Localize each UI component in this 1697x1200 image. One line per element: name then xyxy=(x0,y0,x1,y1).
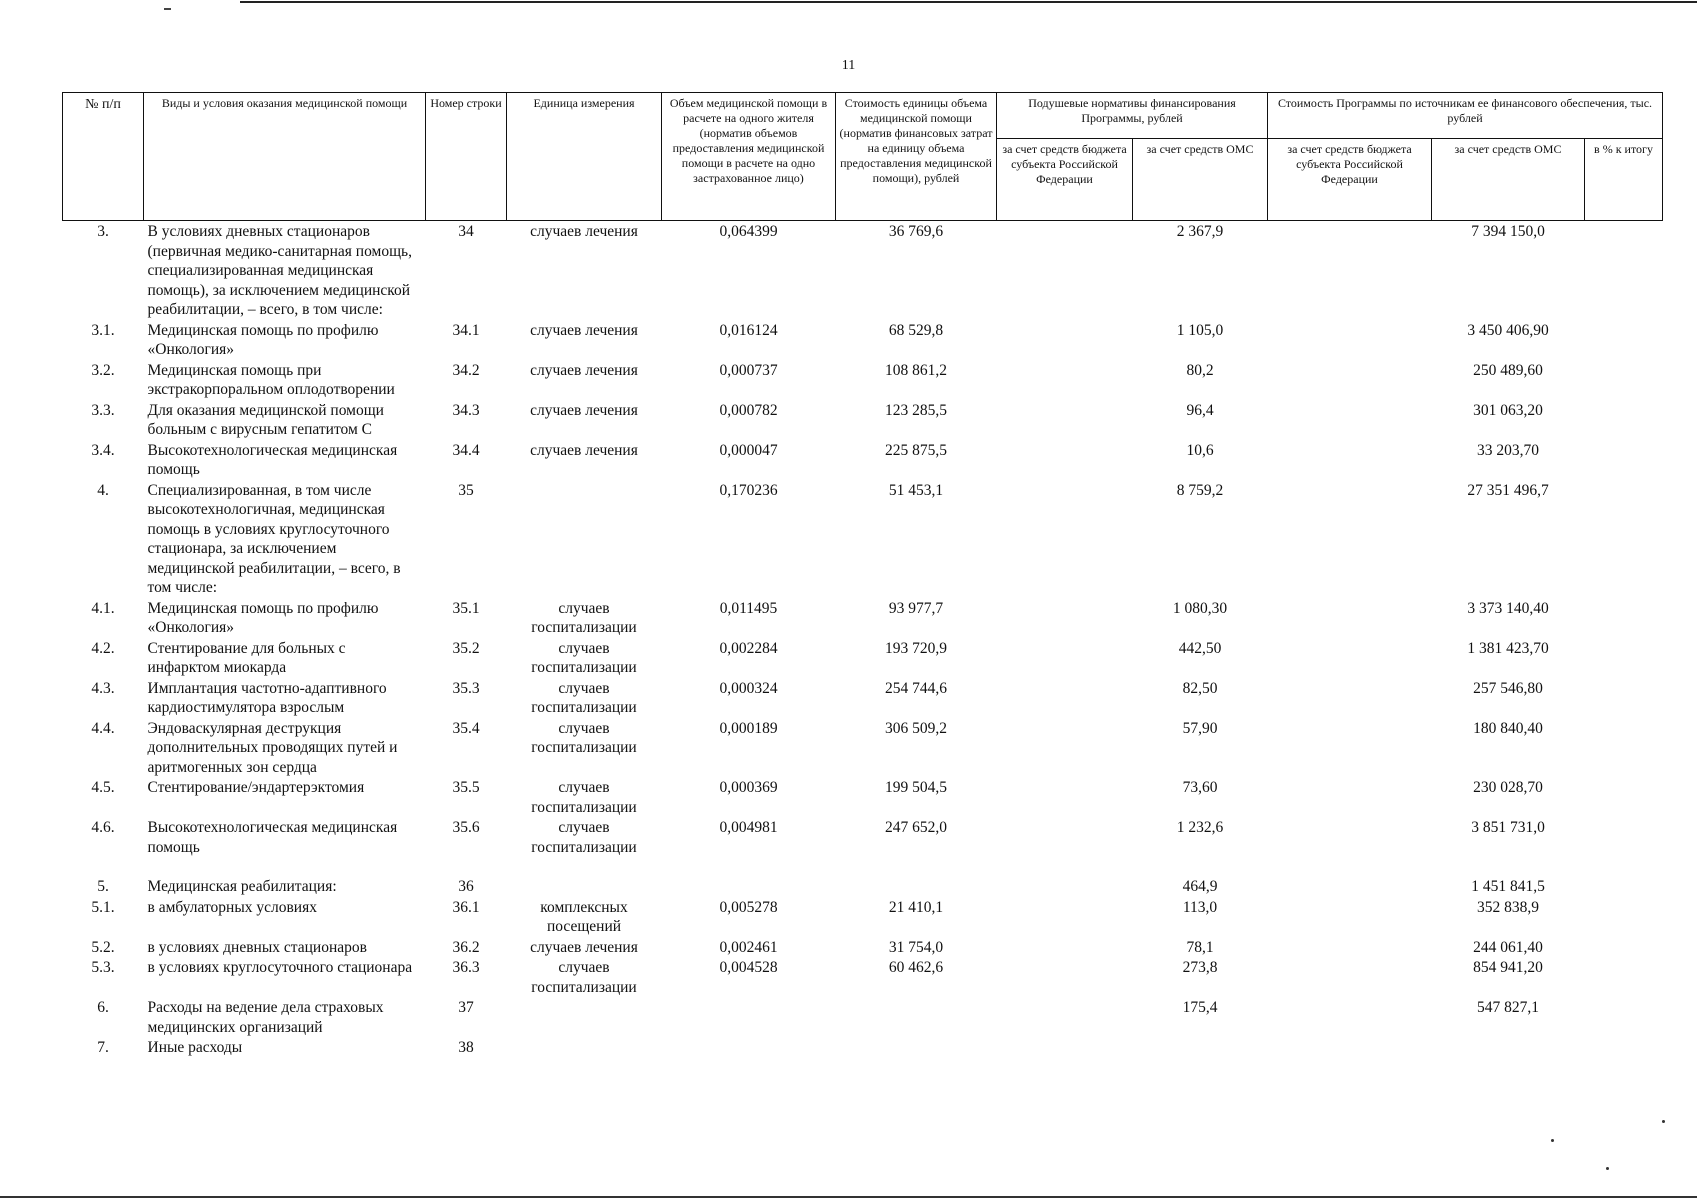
cell-tot-pct xyxy=(1585,221,1663,320)
header-pc-budget: за счет средств бюджета субъекта Российской Федерации xyxy=(997,139,1133,221)
cell-cost xyxy=(836,1037,997,1058)
cell-tot-pct xyxy=(1585,857,1663,897)
cell-pc-budget xyxy=(997,320,1133,360)
cell-num: 5.1. xyxy=(91,898,115,916)
cell-num: 4.5. xyxy=(91,779,115,796)
table-row xyxy=(63,480,1663,598)
cell-tot-pct xyxy=(1585,638,1663,678)
cell-unit: случаев госпитализации xyxy=(531,819,637,856)
cell-tot-oms: 1 381 423,70 xyxy=(1467,639,1549,657)
scan-speck xyxy=(1551,1139,1554,1142)
cell-pc-oms: 113,0 xyxy=(1182,898,1218,916)
cell-cost: 306 509,2 xyxy=(885,719,947,737)
cell-line: 34.2 xyxy=(452,361,480,379)
cell-pc-oms: 175,4 xyxy=(1182,999,1218,1016)
cell-name: Медицинская помощь при экстракорпоральном оплодотворении xyxy=(147,361,395,398)
cell-pc-oms: 442,50 xyxy=(1178,639,1222,657)
cell-tot-oms: 33 203,70 xyxy=(1477,441,1540,459)
cell-pc-budget xyxy=(997,817,1133,857)
cell-tot-oms: 1 451 841,5 xyxy=(1471,878,1545,895)
cell-pc-oms: 57,90 xyxy=(1182,719,1218,737)
cell-name: Высокотехнологическая медицинская помощь xyxy=(147,441,398,478)
page-number: 11 xyxy=(841,58,856,73)
table-row xyxy=(63,997,1663,1037)
cell-name: Стентирование/эндартерэктомия xyxy=(147,779,365,796)
scan-edge-top xyxy=(240,1,1697,3)
table-row xyxy=(63,897,1663,937)
cell-tot-oms: 3 851 731,0 xyxy=(1471,819,1545,836)
cell-pc-oms: 96,4 xyxy=(1186,401,1214,419)
cell-tot-oms: 230 028,70 xyxy=(1473,779,1543,796)
cell-line: 36.3 xyxy=(452,959,480,976)
table-row xyxy=(63,360,1663,400)
cell-tot-oms xyxy=(1432,1037,1585,1058)
cell-tot-budget xyxy=(1268,360,1432,400)
cell-name: в условиях круглосуточного стационара xyxy=(147,959,413,976)
cell-cost: 21 410,1 xyxy=(888,898,944,916)
cell-unit: случаев госпитализации xyxy=(531,639,637,676)
table-row xyxy=(63,777,1663,817)
cell-unit: случаев лечения xyxy=(530,401,638,419)
cell-tot-budget xyxy=(1268,937,1432,958)
table-row xyxy=(63,857,1663,897)
cell-line: 34 xyxy=(458,223,474,240)
cell-volume: 0,005278 xyxy=(719,898,778,916)
header-num: № п/п xyxy=(63,93,144,221)
cell-volume: 0,002461 xyxy=(719,938,778,956)
cell-pc-oms: 2 367,9 xyxy=(1176,223,1224,240)
cell-pc-budget xyxy=(997,440,1133,480)
cell-unit: случаев госпитализации xyxy=(531,719,637,756)
cell-unit xyxy=(507,1037,662,1058)
cell-tot-oms: 3 373 140,40 xyxy=(1467,599,1549,617)
table-row xyxy=(63,718,1663,778)
cell-pc-oms: 1 105,0 xyxy=(1176,321,1224,339)
cell-cost: 199 504,5 xyxy=(885,779,947,796)
cell-unit: случаев госпитализации xyxy=(531,779,637,816)
header-cost: Стоимость единицы объема медицинской помощи (норматив финансовых затрат на единицу объема предоставления медицинской помощи), рублей xyxy=(836,93,997,221)
cell-pc-budget xyxy=(997,718,1133,778)
cell-pc-oms: 82,50 xyxy=(1182,679,1218,697)
cell-volume: 0,000047 xyxy=(719,441,778,459)
header-pc-oms: за счет средств ОМС xyxy=(1133,139,1268,221)
cell-name: Медицинская реабилитация: xyxy=(147,878,337,895)
cell-tot-pct xyxy=(1585,360,1663,400)
cell-num: 3.3. xyxy=(91,401,115,419)
cell-tot-oms: 257 546,80 xyxy=(1473,679,1543,697)
table-row xyxy=(63,957,1663,997)
cell-cost: 51 453,1 xyxy=(888,481,944,499)
cell-pc-budget xyxy=(997,1037,1133,1058)
cell-pc-oms: 464,9 xyxy=(1182,878,1218,895)
cell-tot-budget xyxy=(1268,440,1432,480)
cell-pc-budget xyxy=(997,400,1133,440)
cell-volume: 0,011495 xyxy=(719,599,778,617)
cell-tot-oms: 244 061,40 xyxy=(1473,938,1543,956)
cell-num: 3.2. xyxy=(91,361,115,379)
cell-cost: 247 652,0 xyxy=(885,819,947,836)
cell-tot-budget xyxy=(1268,897,1432,937)
cell-tot-pct xyxy=(1585,1037,1663,1058)
header-group-total: Стоимость Программы по источникам ее финансового обеспечения, тыс. рублей xyxy=(1268,93,1663,139)
cell-cost: 31 754,0 xyxy=(888,938,944,956)
cell-tot-oms: 3 450 406,90 xyxy=(1467,321,1549,339)
cell-pc-oms: 10,6 xyxy=(1186,441,1214,459)
cell-volume xyxy=(662,1037,836,1058)
cell-pc-budget xyxy=(997,480,1133,598)
cell-unit: комплексных посещений xyxy=(540,898,628,935)
cell-cost xyxy=(836,857,997,897)
cell-tot-oms: 180 840,40 xyxy=(1473,719,1543,737)
cell-line: 35.3 xyxy=(452,679,480,697)
cell-tot-budget xyxy=(1268,957,1432,997)
cell-cost: 68 529,8 xyxy=(888,321,944,339)
cell-tot-pct xyxy=(1585,937,1663,958)
cell-pc-budget xyxy=(997,598,1133,638)
cell-volume: 0,000189 xyxy=(719,719,778,737)
cell-name: Стентирование для больных с инфарктом миокарда xyxy=(147,639,346,676)
cell-tot-budget xyxy=(1268,817,1432,857)
cell-tot-pct xyxy=(1585,777,1663,817)
cell-tot-pct xyxy=(1585,678,1663,718)
cell-pc-oms: 1 232,6 xyxy=(1176,819,1224,836)
header-tot-oms: за счет средств ОМС xyxy=(1432,139,1585,221)
cell-volume: 0,004528 xyxy=(719,959,778,976)
cell-unit: случаев госпитализации xyxy=(531,679,637,716)
cell-tot-budget xyxy=(1268,997,1432,1037)
cell-volume: 0,016124 xyxy=(719,321,778,339)
cell-num: 3. xyxy=(97,223,109,240)
cell-num: 5. xyxy=(97,878,109,895)
cell-volume: 0,000369 xyxy=(719,779,778,796)
cell-cost: 254 744,6 xyxy=(885,679,947,697)
cell-pc-oms: 273,8 xyxy=(1182,959,1218,976)
table-row xyxy=(63,221,1663,320)
table-row xyxy=(63,320,1663,360)
table-row xyxy=(63,937,1663,958)
cell-line: 35.6 xyxy=(452,819,480,836)
cell-pc-budget xyxy=(997,897,1133,937)
cell-line: 35.1 xyxy=(452,599,480,617)
cell-name: в амбулаторных условиях xyxy=(147,898,317,916)
cell-pc-oms: 78,1 xyxy=(1186,938,1214,956)
scan-speck xyxy=(1606,1167,1609,1170)
header-group-per-capita: Подушевые нормативы финансирования Программы, рублей xyxy=(997,93,1268,139)
table-row xyxy=(63,440,1663,480)
cell-num: 4.1. xyxy=(91,599,115,617)
cell-pc-budget xyxy=(997,957,1133,997)
cell-name: Для оказания медицинской помощи больным с вирусным гепатитом С xyxy=(147,401,384,438)
cell-name: Имплантация частотно-адаптивного кардиостимулятора взрослым xyxy=(147,679,387,716)
cell-volume: 0,000782 xyxy=(719,401,778,419)
cell-tot-pct xyxy=(1585,320,1663,360)
cell-pc-oms: 8 759,2 xyxy=(1176,481,1224,499)
cell-tot-oms: 301 063,20 xyxy=(1473,401,1543,419)
cell-cost: 225 875,5 xyxy=(885,441,947,459)
cell-pc-budget xyxy=(997,678,1133,718)
scan-speck xyxy=(1662,1120,1665,1123)
cell-num: 6. xyxy=(97,999,109,1016)
cell-name: Медицинская помощь по профилю «Онкология» xyxy=(147,321,379,358)
cell-unit: случаев лечения xyxy=(530,321,638,339)
cell-name: В условиях дневных стационаров (первичная медико-санитарная помощь, специализированная медицинская помощь), за исключением медицинской реабилитации, – всего, в том числе: xyxy=(147,223,412,318)
cell-tot-oms: 7 394 150,0 xyxy=(1471,223,1545,240)
cell-cost: 123 285,5 xyxy=(885,401,947,419)
cell-cost: 60 462,6 xyxy=(888,959,944,976)
cell-name: Иные расходы xyxy=(147,1039,243,1056)
header-tot-budget: за счет средств бюджета субъекта Российской Федерации xyxy=(1268,139,1432,221)
cell-num: 4.2. xyxy=(91,639,115,657)
cell-volume: 0,000737 xyxy=(719,361,778,379)
cell-line: 35.2 xyxy=(452,639,480,657)
cell-line: 34.3 xyxy=(452,401,480,419)
cell-num: 4.6. xyxy=(91,819,115,836)
table-body xyxy=(63,221,1663,1058)
cell-line: 35.4 xyxy=(452,719,480,737)
cell-tot-budget xyxy=(1268,777,1432,817)
cell-num: 3.4. xyxy=(91,441,115,459)
header-unit: Единица измерения xyxy=(507,93,662,221)
scan-edge-bottom xyxy=(0,1196,1697,1198)
cell-line: 36 xyxy=(458,878,474,895)
cell-unit xyxy=(507,857,662,897)
cell-tot-budget xyxy=(1268,1037,1432,1058)
cell-unit: случаев лечения xyxy=(530,223,638,240)
cell-tot-oms: 352 838,9 xyxy=(1477,898,1540,916)
table-row xyxy=(63,638,1663,678)
table-row xyxy=(63,678,1663,718)
cell-tot-pct xyxy=(1585,598,1663,638)
header-tot-pct: в % к итогу xyxy=(1585,139,1663,221)
cell-pc-budget xyxy=(997,360,1133,400)
cell-line: 36.1 xyxy=(452,898,480,916)
cell-pc-budget xyxy=(997,221,1133,320)
cell-volume: 0,064399 xyxy=(719,223,778,240)
cell-line: 35 xyxy=(458,481,474,499)
cell-line: 38 xyxy=(458,1039,474,1056)
cell-pc-budget xyxy=(997,997,1133,1037)
cell-pc-oms: 80,2 xyxy=(1186,361,1214,379)
cell-line: 36.2 xyxy=(452,938,480,956)
cell-num: 7. xyxy=(97,1039,109,1056)
cell-tot-oms: 854 941,20 xyxy=(1473,959,1543,976)
cell-tot-budget xyxy=(1268,638,1432,678)
cell-tot-pct xyxy=(1585,897,1663,937)
cell-unit: случаев лечения xyxy=(530,361,638,379)
cell-line: 37 xyxy=(458,999,474,1016)
cell-cost: 36 769,6 xyxy=(888,223,944,240)
cell-tot-oms: 27 351 496,7 xyxy=(1467,481,1549,499)
cell-num: 5.3. xyxy=(91,959,115,976)
cell-name: Эндоваскулярная деструкция дополнительных проводящих путей и аритмогенных зон сердца xyxy=(147,719,398,776)
cell-volume xyxy=(662,997,836,1037)
table-header xyxy=(63,93,1663,221)
cell-cost: 108 861,2 xyxy=(885,361,947,379)
cell-pc-oms: 1 080,30 xyxy=(1172,599,1228,617)
cell-unit: случаев лечения xyxy=(530,938,638,956)
cell-unit: случаев госпитализации xyxy=(531,959,637,996)
cell-tot-oms: 250 489,60 xyxy=(1473,361,1543,379)
table-row xyxy=(63,817,1663,857)
cell-pc-oms xyxy=(1133,1037,1268,1058)
table-row xyxy=(63,598,1663,638)
cell-name: Специализированная, в том числе высокотехнологичная, медицинская помощь в условиях круглосуточного стационара, за исключением медицинской реабилитации, – всего, в том числе: xyxy=(147,481,401,596)
header-line: Номер строки xyxy=(426,93,507,221)
financing-table xyxy=(62,92,1663,1058)
cell-tot-budget xyxy=(1268,857,1432,897)
cell-pc-budget xyxy=(997,857,1133,897)
cell-volume: 0,170236 xyxy=(719,481,778,499)
cell-tot-pct xyxy=(1585,817,1663,857)
cell-cost: 93 977,7 xyxy=(888,599,944,617)
cell-unit: случаев госпитализации xyxy=(531,599,637,636)
cell-tot-pct xyxy=(1585,718,1663,778)
cell-cost xyxy=(836,997,997,1037)
cell-tot-pct xyxy=(1585,400,1663,440)
cell-volume xyxy=(662,857,836,897)
cell-volume: 0,000324 xyxy=(719,679,778,697)
cell-name: в условиях дневных стационаров xyxy=(147,938,367,956)
cell-num: 4.4. xyxy=(91,719,115,737)
cell-unit xyxy=(507,480,662,598)
header-name: Виды и условия оказания медицинской помощи xyxy=(144,93,426,221)
cell-num: 4.3. xyxy=(91,679,115,697)
cell-tot-pct xyxy=(1585,957,1663,997)
table-row xyxy=(63,1037,1663,1058)
cell-num: 3.1. xyxy=(91,321,115,339)
cell-tot-budget xyxy=(1268,718,1432,778)
cell-volume: 0,004981 xyxy=(719,819,778,836)
cell-name: Медицинская помощь по профилю «Онкология» xyxy=(147,599,379,636)
cell-tot-pct xyxy=(1585,997,1663,1037)
cell-unit xyxy=(507,997,662,1037)
table-row xyxy=(63,400,1663,440)
cell-cost: 193 720,9 xyxy=(885,639,947,657)
cell-tot-budget xyxy=(1268,400,1432,440)
cell-tot-oms: 547 827,1 xyxy=(1477,999,1540,1016)
cell-volume: 0,002284 xyxy=(719,639,778,657)
cell-tot-pct xyxy=(1585,440,1663,480)
cell-tot-budget xyxy=(1268,320,1432,360)
scan-mark xyxy=(164,8,171,10)
cell-num: 4. xyxy=(97,481,109,499)
cell-unit: случаев лечения xyxy=(530,441,638,459)
cell-pc-budget xyxy=(997,777,1133,817)
cell-num: 5.2. xyxy=(91,938,115,956)
cell-line: 34.1 xyxy=(452,321,480,339)
cell-line: 34.4 xyxy=(452,441,480,459)
cell-tot-budget xyxy=(1268,221,1432,320)
cell-name: Расходы на ведение дела страховых медицинских организаций xyxy=(147,999,384,1036)
header-volume: Объем медицинской помощи в расчете на одного жителя (норматив объемов предоставления медицинской помощи в расчете на одно застрахованное лицо) xyxy=(662,93,836,221)
cell-pc-budget xyxy=(997,937,1133,958)
cell-name: Высокотехнологическая медицинская помощь xyxy=(147,819,398,856)
cell-tot-budget xyxy=(1268,598,1432,638)
cell-pc-budget xyxy=(997,638,1133,678)
cell-pc-oms: 73,60 xyxy=(1182,779,1218,796)
cell-tot-budget xyxy=(1268,480,1432,598)
cell-line: 35.5 xyxy=(452,779,480,796)
cell-tot-budget xyxy=(1268,678,1432,718)
cell-tot-pct xyxy=(1585,480,1663,598)
